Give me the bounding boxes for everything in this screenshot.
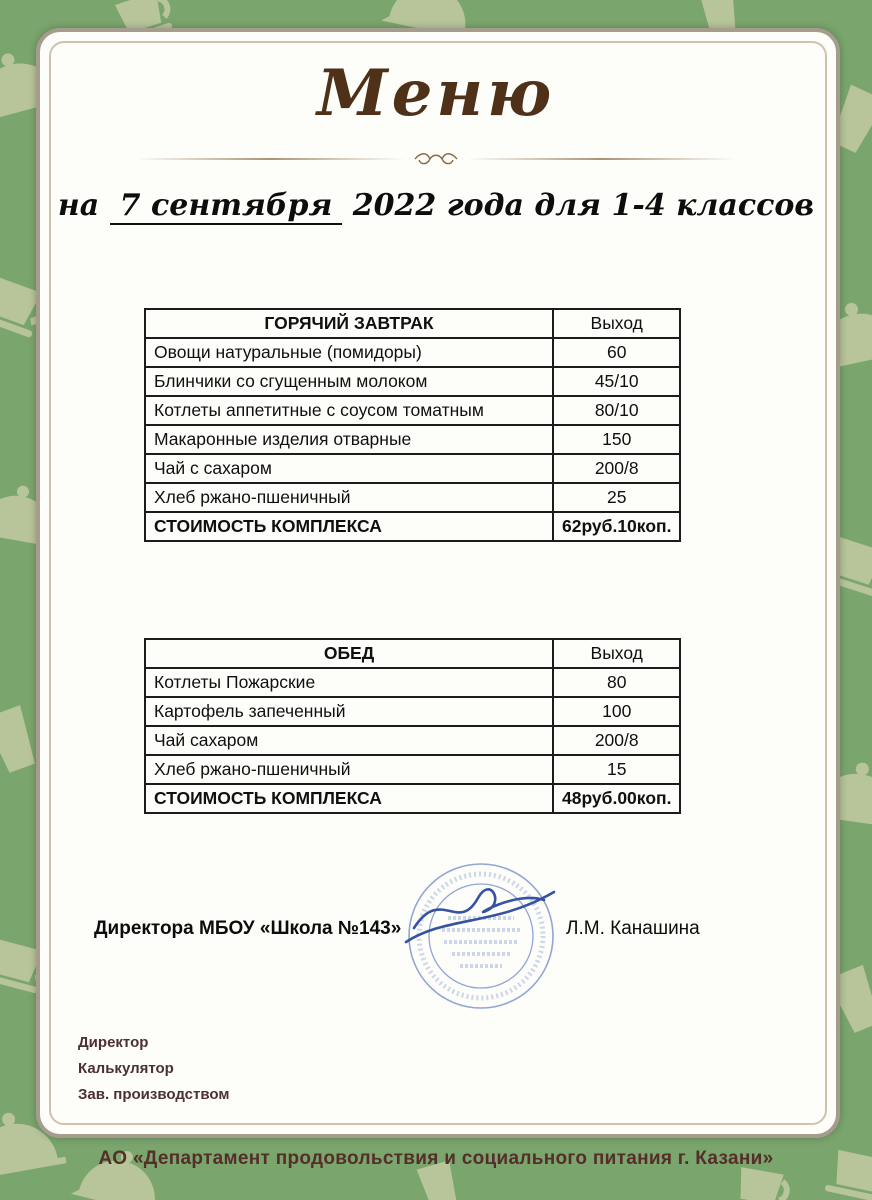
- subtitle-date: 7 сентября: [110, 188, 343, 225]
- subtitle-prefix: на: [57, 188, 100, 223]
- dish-name: Чай сахаром: [145, 726, 553, 755]
- total-label: СТОИМОСТЬ КОМПЛЕКСА: [145, 512, 553, 541]
- lunch-output-header: Выход: [553, 639, 680, 668]
- official-stamp: [386, 856, 576, 1016]
- dish-name: Котлеты Пожарские: [145, 668, 553, 697]
- subtitle-suffix: 2022 года для 1-4 классов: [352, 188, 815, 223]
- divider-flourish-icon: [413, 150, 459, 168]
- dish-name: Овощи натуральные (помидоры): [145, 338, 553, 367]
- handwritten-signature: [406, 889, 554, 942]
- dish-output: 200/8: [553, 454, 680, 483]
- dish-name: Чай с сахаром: [145, 454, 553, 483]
- dish-name: Хлеб ржано-пшеничный: [145, 483, 553, 512]
- page-title: Меню: [316, 56, 556, 131]
- dish-name: Котлеты аппетитные с соусом томатным: [145, 396, 553, 425]
- footer-organization: АО «Департамент продовольствия и социального питания г. Казани»: [98, 1148, 774, 1169]
- table-row: [145, 697, 680, 726]
- table-row: [145, 367, 680, 396]
- table-row: [145, 483, 680, 512]
- dish-output: 25: [553, 483, 680, 512]
- total-row: [145, 784, 680, 813]
- dish-name: Хлеб ржано-пшеничный: [145, 755, 553, 784]
- lunch-table: [144, 638, 681, 814]
- table-row: [145, 454, 680, 483]
- table-row: [145, 338, 680, 367]
- total-label: СТОИМОСТЬ КОМПЛЕКСА: [145, 784, 553, 813]
- menu-date-line: [0, 188, 872, 223]
- signature-title: Директора МБОУ «Школа №143»: [94, 918, 402, 939]
- table-row: [145, 425, 680, 454]
- dish-output: 200/8: [553, 726, 680, 755]
- table-row: [145, 668, 680, 697]
- dish-name: Картофель запеченный: [145, 697, 553, 726]
- dish-output: 100: [553, 697, 680, 726]
- role-calculator: Калькулятор: [78, 1060, 174, 1077]
- breakfast-table: [144, 308, 681, 542]
- dish-output: 80: [553, 668, 680, 697]
- table-row: [145, 396, 680, 425]
- total-value: 62руб.10коп.: [553, 512, 680, 541]
- lunch-header-row: [145, 639, 680, 668]
- total-row: [145, 512, 680, 541]
- title-divider: [136, 150, 736, 168]
- dish-output: 15: [553, 755, 680, 784]
- breakfast-output-header: Выход: [553, 309, 680, 338]
- table-row: [145, 726, 680, 755]
- dish-name: Блинчики со сгущенным молоком: [145, 367, 553, 396]
- role-production-manager: Зав. производством: [78, 1086, 230, 1103]
- table-row: [145, 755, 680, 784]
- dish-output: 150: [553, 425, 680, 454]
- dish-name: Макаронные изделия отварные: [145, 425, 553, 454]
- lunch-title-cell: ОБЕД: [145, 639, 553, 668]
- dish-output: 45/10: [553, 367, 680, 396]
- dish-output: 80/10: [553, 396, 680, 425]
- dish-output: 60: [553, 338, 680, 367]
- total-value: 48руб.00коп.: [553, 784, 680, 813]
- signature-name: Л.М. Канашина: [566, 918, 700, 939]
- divider-line-right: [467, 158, 736, 160]
- breakfast-title-cell: ГОРЯЧИЙ ЗАВТРАК: [145, 309, 553, 338]
- roles-list: [78, 1030, 229, 1108]
- role-director: Директор: [78, 1034, 149, 1051]
- breakfast-header-row: [145, 309, 680, 338]
- divider-line-left: [136, 158, 405, 160]
